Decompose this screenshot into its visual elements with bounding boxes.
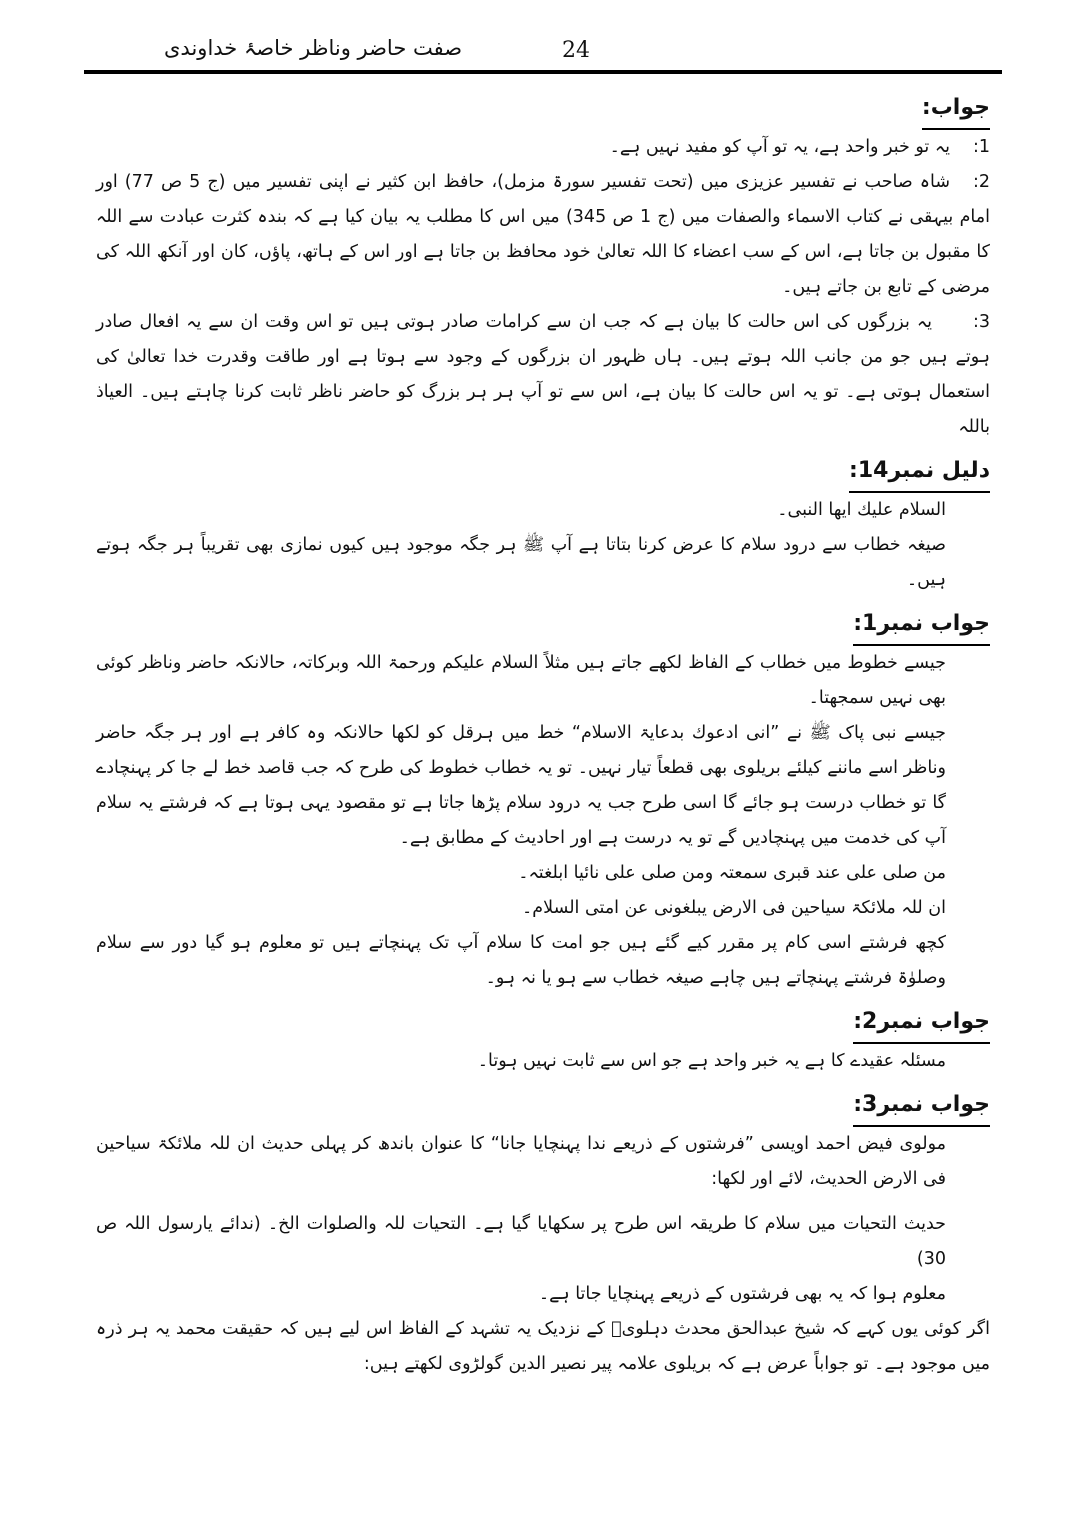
header-title: صفت حاضر وناظر خاصۂ خداوندی [164, 36, 463, 60]
arabic-salutation: السلام علیك ایھا النبی۔ [777, 500, 946, 520]
quoted-paragraph: حدیث التحیات میں سلام کا طریقہ اس طرح پر سکھایا گیا ہے۔ التحیات للہ والصلوات الخ۔ (ندائے یارسول اللہ ص 30) [96, 1214, 946, 1269]
paragraph: اگر کوئی یوں کہے کہ شیخ عبدالحق محدث دہلویؒ کے نزدیک یہ تشہد کے الفاظ اس لیے ہیں کہ حقیقت محمد یہ ہر ذرہ میں موجود ہے۔ تو جواباً عرض ہے کہ بریلوی علامہ پیر نصیر الدین گولڑوی لکھتے ہیں: [96, 1319, 990, 1374]
paragraph: مسئلہ عقیدے کا ہے یہ خبر واحد ہے جو اس سے ثابت نہیں ہوتا۔ [477, 1051, 946, 1071]
heading-jawab: جواب: [922, 88, 990, 130]
daleel-text: صیغہ خطاب سے درود سلام کا عرض کرنا بتاتا ہے آپ ﷺ ہر جگہ موجود ہیں کیوں نمازی بھی تقریباً ہر جگہ ہوتے ہیں۔ [96, 535, 946, 590]
page-content [96, 88, 990, 1382]
page-number: 24 [562, 38, 590, 63]
paragraph: مولوی فیض احمد اویسی ”فرشتوں کے ذریعے ندا پہنچایا جانا“ کا عنوان باندھ کر پہلی حدیث ان للہ ملائکۃ سیاحین فی الارض الحدیث، لائے اور لکھا: [96, 1134, 946, 1189]
item-number: 1: [972, 137, 990, 157]
paragraph: معلوم ہوا کہ یہ بھی فرشتوں کے ذریعے پہنچایا جاتا ہے۔ [538, 1284, 946, 1304]
answer-item-2 [96, 165, 990, 305]
paragraph: جیسے نبی پاک ﷺ نے ”انی ادعوك بدعایۃ الاسلام“ خط میں ہرقل کو لکھا حالانکہ وہ کافر ہے اور ہر جگہ حاضر وناظر اسے ماننے کیلئے بریلوی بھی قطعاً تیار نہیں۔ تو یہ خطاب خطوط کی طرح کہ جب قاصد خط لے جا کر پہنچادے گا تو خطاب درست ہو جائے گا اسی طرح جب یہ درود سلام پڑھا جاتا ہے تو مقصود یہی ہوتا ہے کہ فرشتے یہ سلام آپ کی خدمت میں پہنچادیں گے تو یہ درست ہے اور احادیث کے مطابق ہے۔ [96, 723, 946, 848]
page-header [84, 30, 1002, 74]
item-text: شاہ صاحب نے تفسیر عزیزی میں (تحت تفسیر سورۃ مزمل)، حافظ ابن کثیر نے اپنی تفسیر میں (ج 5 ص 77) اور امام بیہقی نے کتاب الاسماء والصفات میں (ج 1 ص 345) میں اس کا مطلب یہ بیان کیا ہے کہ بندہ کثرت عبادت سے اللہ کا مقبول بن جاتا ہے، اس کے سب اعضاء کا اللہ تعالیٰ خود محافظ بن جاتا ہے اور اس کے ہاتھ، پاؤں، کان اور آنکھ اللہ کی مرضی کے تابع بن جاتے ہیں۔ [96, 172, 990, 297]
section-jawab-3 [96, 1085, 990, 1382]
section-jawab-2 [96, 1002, 990, 1079]
paragraph: جیسے خطوط میں خطاب کے الفاظ لکھے جاتے ہیں مثلاً السلام علیکم ورحمۃ اللہ وبرکاتہ، حالانکہ حاضر وناظر کوئی بھی نہیں سمجھتا۔ [96, 653, 946, 708]
section-daleel-14 [96, 451, 990, 598]
heading-jawab-2: جواب نمبر2: [853, 1002, 990, 1044]
paragraph: کچھ فرشتے اسی کام پر مقرر کیے گئے ہیں جو امت کا سلام آپ تک پہنچاتے ہیں تو معلوم ہو گیا دور سے سلام وصلوٰۃ فرشتے پہنچاتے ہیں چاہے صیغہ خطاب سے ہو یا نہ ہو۔ [96, 933, 946, 988]
section-jawab [96, 88, 990, 445]
arabic-hadith: من صلی علی عند قبری سمعتہ ومن صلی علی نائیا ابلغتہ۔ [518, 863, 946, 883]
heading-jawab-3: جواب نمبر3: [853, 1085, 990, 1127]
item-text: یہ بزرگوں کی اس حالت کا بیان ہے کہ جب ان سے کرامات صادر ہوتی ہیں تو اس وقت ان سے یہ افعال صادر ہوتے ہیں جو من جانب اللہ ہوتے ہیں۔ ہاں ظہور ان بزرگوں کے وجود سے ہوتا ہے اور طاقت وقدرت خدا تعالیٰ کی استعمال ہوتی ہے۔ تو یہ اس حالت کا بیان ہے، اس سے تو آپ ہر ہر بزرگ کو حاضر ناظر ثابت کرنا چاہتے ہیں۔ العیاذ باللہ [96, 312, 990, 437]
item-number: 2: [972, 172, 990, 192]
heading-daleel-14: دلیل نمبر14: [849, 451, 990, 493]
item-text: یہ تو خبر واحد ہے، یہ تو آپ کو مفید نہیں ہے۔ [609, 137, 950, 157]
answer-item-1 [96, 130, 990, 165]
arabic-hadith: ان للہ ملائکۃ سیاحین فی الارض یبلغونی عن امتی السلام۔ [522, 898, 946, 918]
answer-item-3 [96, 305, 990, 445]
section-jawab-1 [96, 604, 990, 996]
heading-jawab-1: جواب نمبر1: [853, 604, 990, 646]
item-number: 3: [972, 312, 990, 332]
